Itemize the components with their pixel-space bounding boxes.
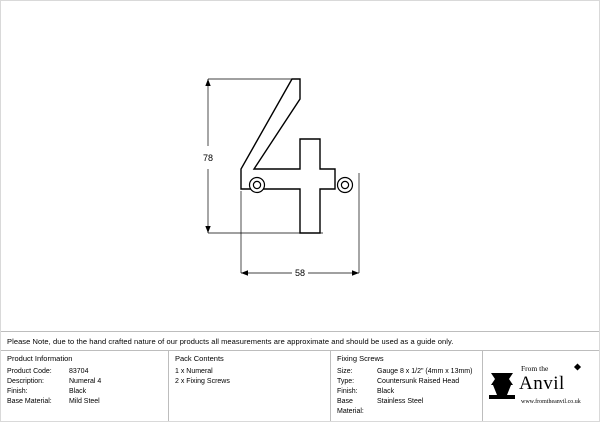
width-dimension-label: 58 xyxy=(294,268,306,278)
logo-website-url: www.fromtheanvil.co.uk xyxy=(521,399,581,405)
finish-value: Black xyxy=(69,388,87,395)
screw-type-label: Type: xyxy=(337,378,355,385)
table-row xyxy=(337,367,482,377)
screw-size-label: Size: xyxy=(337,368,353,375)
measurement-note-text: Please Note, due to the hand crafted nature of our products all measurements are approximate and should be used as a guide only. xyxy=(7,336,454,346)
pack-contents-line: 2 x Fixing Screws xyxy=(175,378,230,385)
logo-from-text: From the xyxy=(521,364,549,373)
product-code-value: 83704 xyxy=(69,368,89,375)
table-row xyxy=(337,387,482,397)
pack-contents-line: 1 x Numeral xyxy=(175,368,213,375)
description-label: Description: xyxy=(7,378,44,385)
screw-hole-left xyxy=(250,178,265,193)
screw-type-value: Countersunk Raised Head xyxy=(377,378,460,385)
description-value: Numeral 4 xyxy=(69,378,102,385)
screw-size-value: Gauge 8 x 1/2" (4mm x 13mm) xyxy=(377,368,473,375)
brand-logo xyxy=(483,351,600,422)
specification-table xyxy=(1,351,600,422)
fixing-screws-heading: Fixing Screws xyxy=(337,354,384,363)
screw-base-material-value: Stainless Steel xyxy=(377,398,424,405)
measurement-note-bar xyxy=(1,331,600,351)
base-material-value: Mild Steel xyxy=(69,398,100,405)
screw-base-material-label: Base Material: xyxy=(337,398,364,415)
brand-logo-column xyxy=(483,351,600,422)
fixing-screws-column xyxy=(331,351,483,422)
product-information-column xyxy=(1,351,169,422)
pack-contents-heading: Pack Contents xyxy=(175,354,224,363)
technical-drawing xyxy=(1,1,600,331)
table-row xyxy=(337,397,482,417)
screw-hole-right xyxy=(338,178,353,193)
pack-contents-column xyxy=(169,351,331,422)
numeral-4-shape xyxy=(241,79,335,233)
finish-label: Finish: xyxy=(7,388,28,395)
base-material-label: Base Material: xyxy=(7,398,52,405)
logo-brand-name: Anvil xyxy=(519,373,565,394)
table-row xyxy=(337,377,482,387)
screw-finish-value: Black xyxy=(377,388,395,395)
screw-finish-label: Finish: xyxy=(337,388,358,395)
product-information-heading: Product Information xyxy=(7,354,73,363)
product-code-label: Product Code: xyxy=(7,368,52,375)
height-dimension-label: 78 xyxy=(202,153,214,163)
table-row xyxy=(7,367,168,377)
table-row xyxy=(7,377,168,387)
table-row xyxy=(7,397,168,407)
table-row xyxy=(7,387,168,397)
